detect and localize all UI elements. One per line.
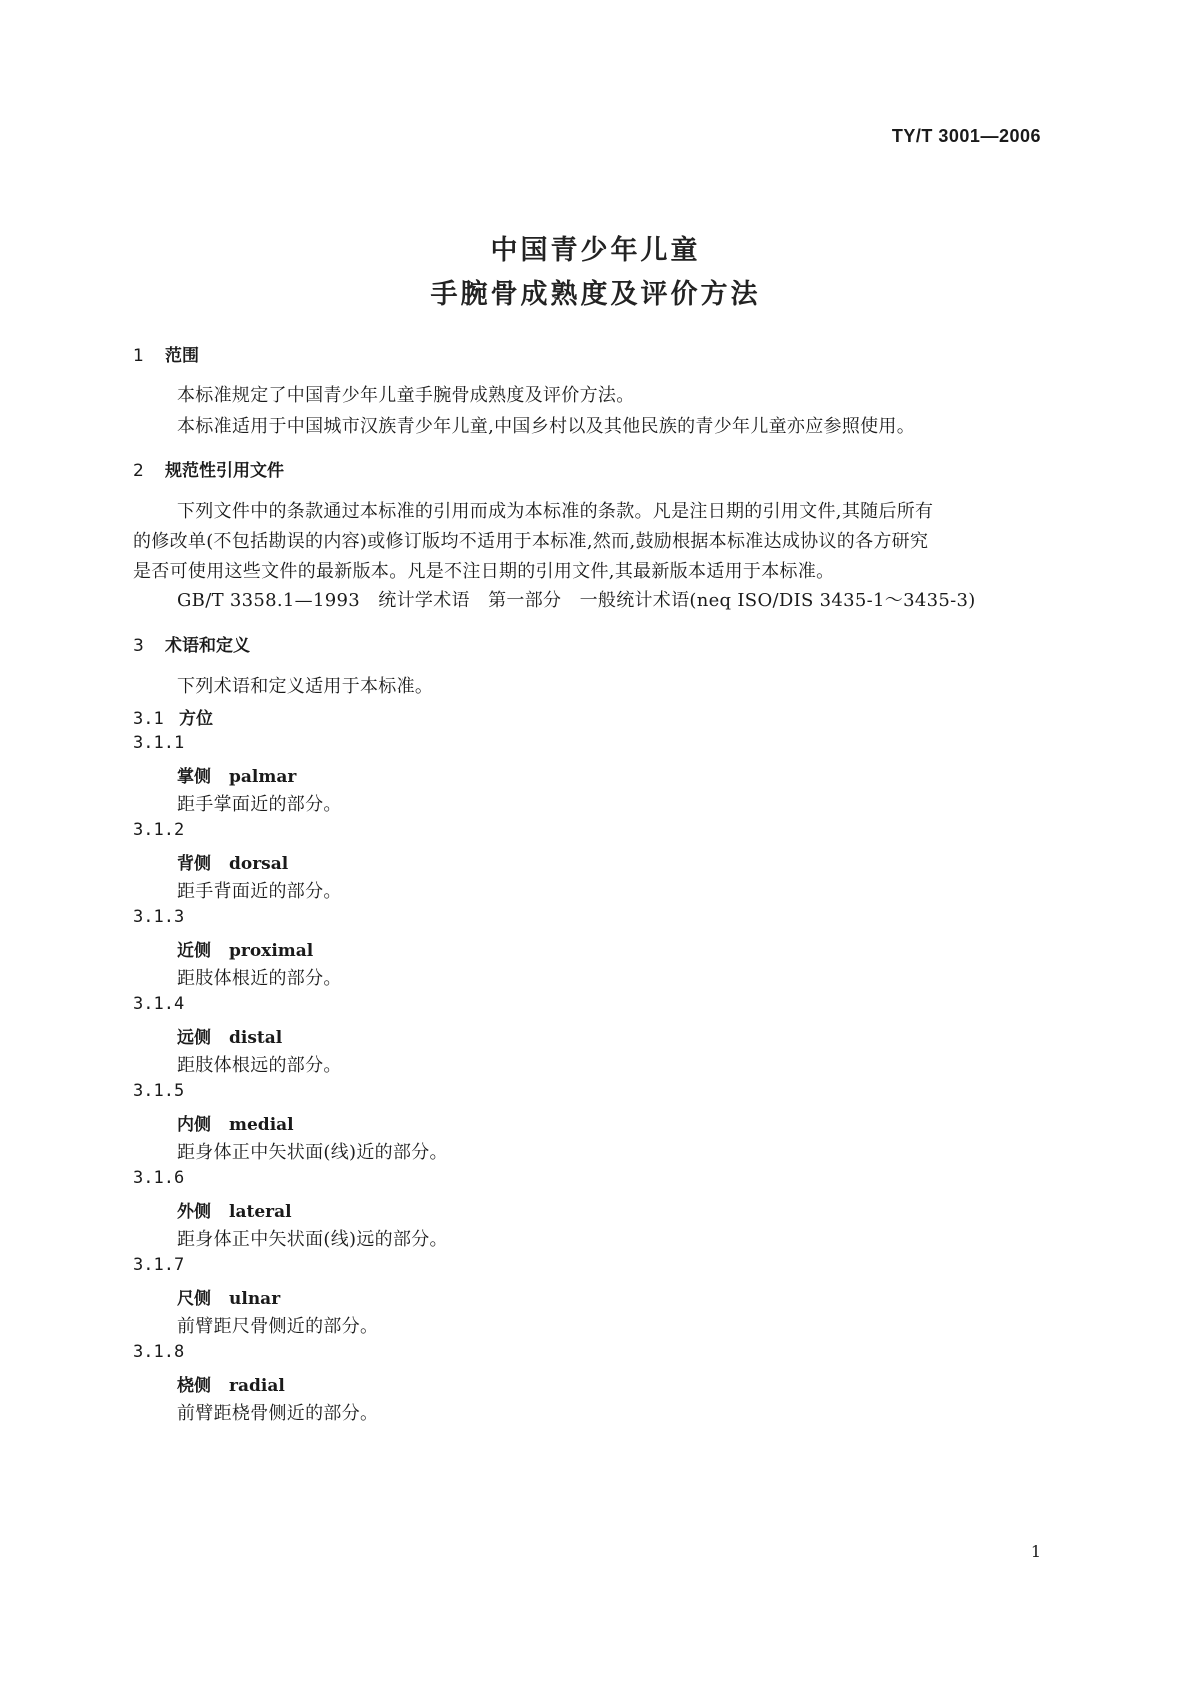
section-title: 范围 <box>165 346 199 366</box>
term-zh: 掌侧 <box>177 767 211 787</box>
term-definition: 前臂距尺骨侧近的部分。 <box>177 1316 379 1337</box>
paragraph-line: 下列文件中的条款通过本标准的引用而成为本标准的条款。凡是注日期的引用文件,其随后所有 <box>177 501 934 522</box>
term-zh: 背侧 <box>177 854 211 874</box>
subsection-3-1-heading <box>133 704 213 729</box>
term-en: palmar <box>229 767 297 787</box>
term-en: medial <box>229 1115 294 1135</box>
term-entry <box>177 1023 282 1048</box>
normative-reference: GB/T 3358.1—1993 统计学术语 第一部分 一般统计术语(neq ISO/DIS 3435-1～3435-3) <box>177 590 976 611</box>
term-entry <box>177 1284 280 1309</box>
section-1-heading <box>133 341 199 366</box>
term-entry <box>177 762 296 787</box>
paragraph: 本标准适用于中国城市汉族青少年儿童,中国乡村以及其他民族的青少年儿童亦应参照使用。 <box>177 416 916 437</box>
section-title: 规范性引用文件 <box>165 461 284 481</box>
term-en: lateral <box>229 1202 292 1222</box>
term-entry <box>177 1197 292 1222</box>
term-en: ulnar <box>229 1289 281 1309</box>
clause-number: 3.1.1 <box>133 733 185 753</box>
term-entry <box>177 849 288 874</box>
clause-number: 3.1.3 <box>133 907 185 927</box>
document-title-line2: 手腕骨成熟度及评价方法 <box>430 279 761 310</box>
term-zh: 外侧 <box>177 1202 211 1222</box>
term-definition: 距手背面近的部分。 <box>177 881 342 902</box>
term-zh: 桡侧 <box>177 1376 211 1396</box>
paragraph-line: 的修改单(不包括勘误的内容)或修订版均不适用于本标准,然而,鼓励根据本标准达成协议的各方研究 <box>133 531 929 552</box>
clause-number: 3.1.8 <box>133 1342 185 1362</box>
paragraph: 下列术语和定义适用于本标准。 <box>177 676 434 697</box>
clause-number: 3.1.5 <box>133 1081 185 1101</box>
subsection-title: 方位 <box>179 709 213 729</box>
paragraph-line: 是否可使用这些文件的最新版本。凡是不注日期的引用文件,其最新版本适用于本标准。 <box>133 561 835 582</box>
term-definition: 前臂距桡骨侧近的部分。 <box>177 1403 379 1424</box>
term-zh: 远侧 <box>177 1028 211 1048</box>
term-en: dorsal <box>229 854 289 874</box>
term-entry <box>177 1110 294 1135</box>
subsection-number: 3.1 <box>133 709 164 729</box>
clause-number: 3.1.7 <box>133 1255 185 1275</box>
paragraph: 本标准规定了中国青少年儿童手腕骨成熟度及评价方法。 <box>177 385 635 406</box>
term-zh: 近侧 <box>177 941 211 961</box>
term-definition: 距身体正中矢状面(线)近的部分。 <box>177 1142 448 1163</box>
clause-number: 3.1.2 <box>133 820 185 840</box>
term-definition: 距肢体根近的部分。 <box>177 968 342 989</box>
page-number: 1 <box>1030 1542 1041 1561</box>
term-en: proximal <box>229 941 314 961</box>
clause-number: 3.1.6 <box>133 1168 185 1188</box>
term-zh: 尺侧 <box>177 1289 211 1309</box>
term-definition: 距手掌面近的部分。 <box>177 794 342 815</box>
term-zh: 内侧 <box>177 1115 211 1135</box>
term-definition: 距肢体根远的部分。 <box>177 1055 342 1076</box>
section-number: 2 <box>133 461 144 481</box>
section-number: 1 <box>133 346 144 366</box>
section-number: 3 <box>133 636 144 656</box>
term-definition: 距身体正中矢状面(线)远的部分。 <box>177 1229 448 1250</box>
term-entry <box>177 1371 285 1396</box>
standard-code: TY/T 3001—2006 <box>891 126 1041 146</box>
section-title: 术语和定义 <box>165 636 250 656</box>
term-entry <box>177 936 313 961</box>
document-title-line1: 中国青少年儿童 <box>490 235 701 266</box>
clause-number: 3.1.4 <box>133 994 185 1014</box>
term-en: distal <box>229 1028 283 1048</box>
term-en: radial <box>229 1376 285 1396</box>
section-2-heading <box>133 456 284 481</box>
section-3-heading <box>133 631 250 656</box>
